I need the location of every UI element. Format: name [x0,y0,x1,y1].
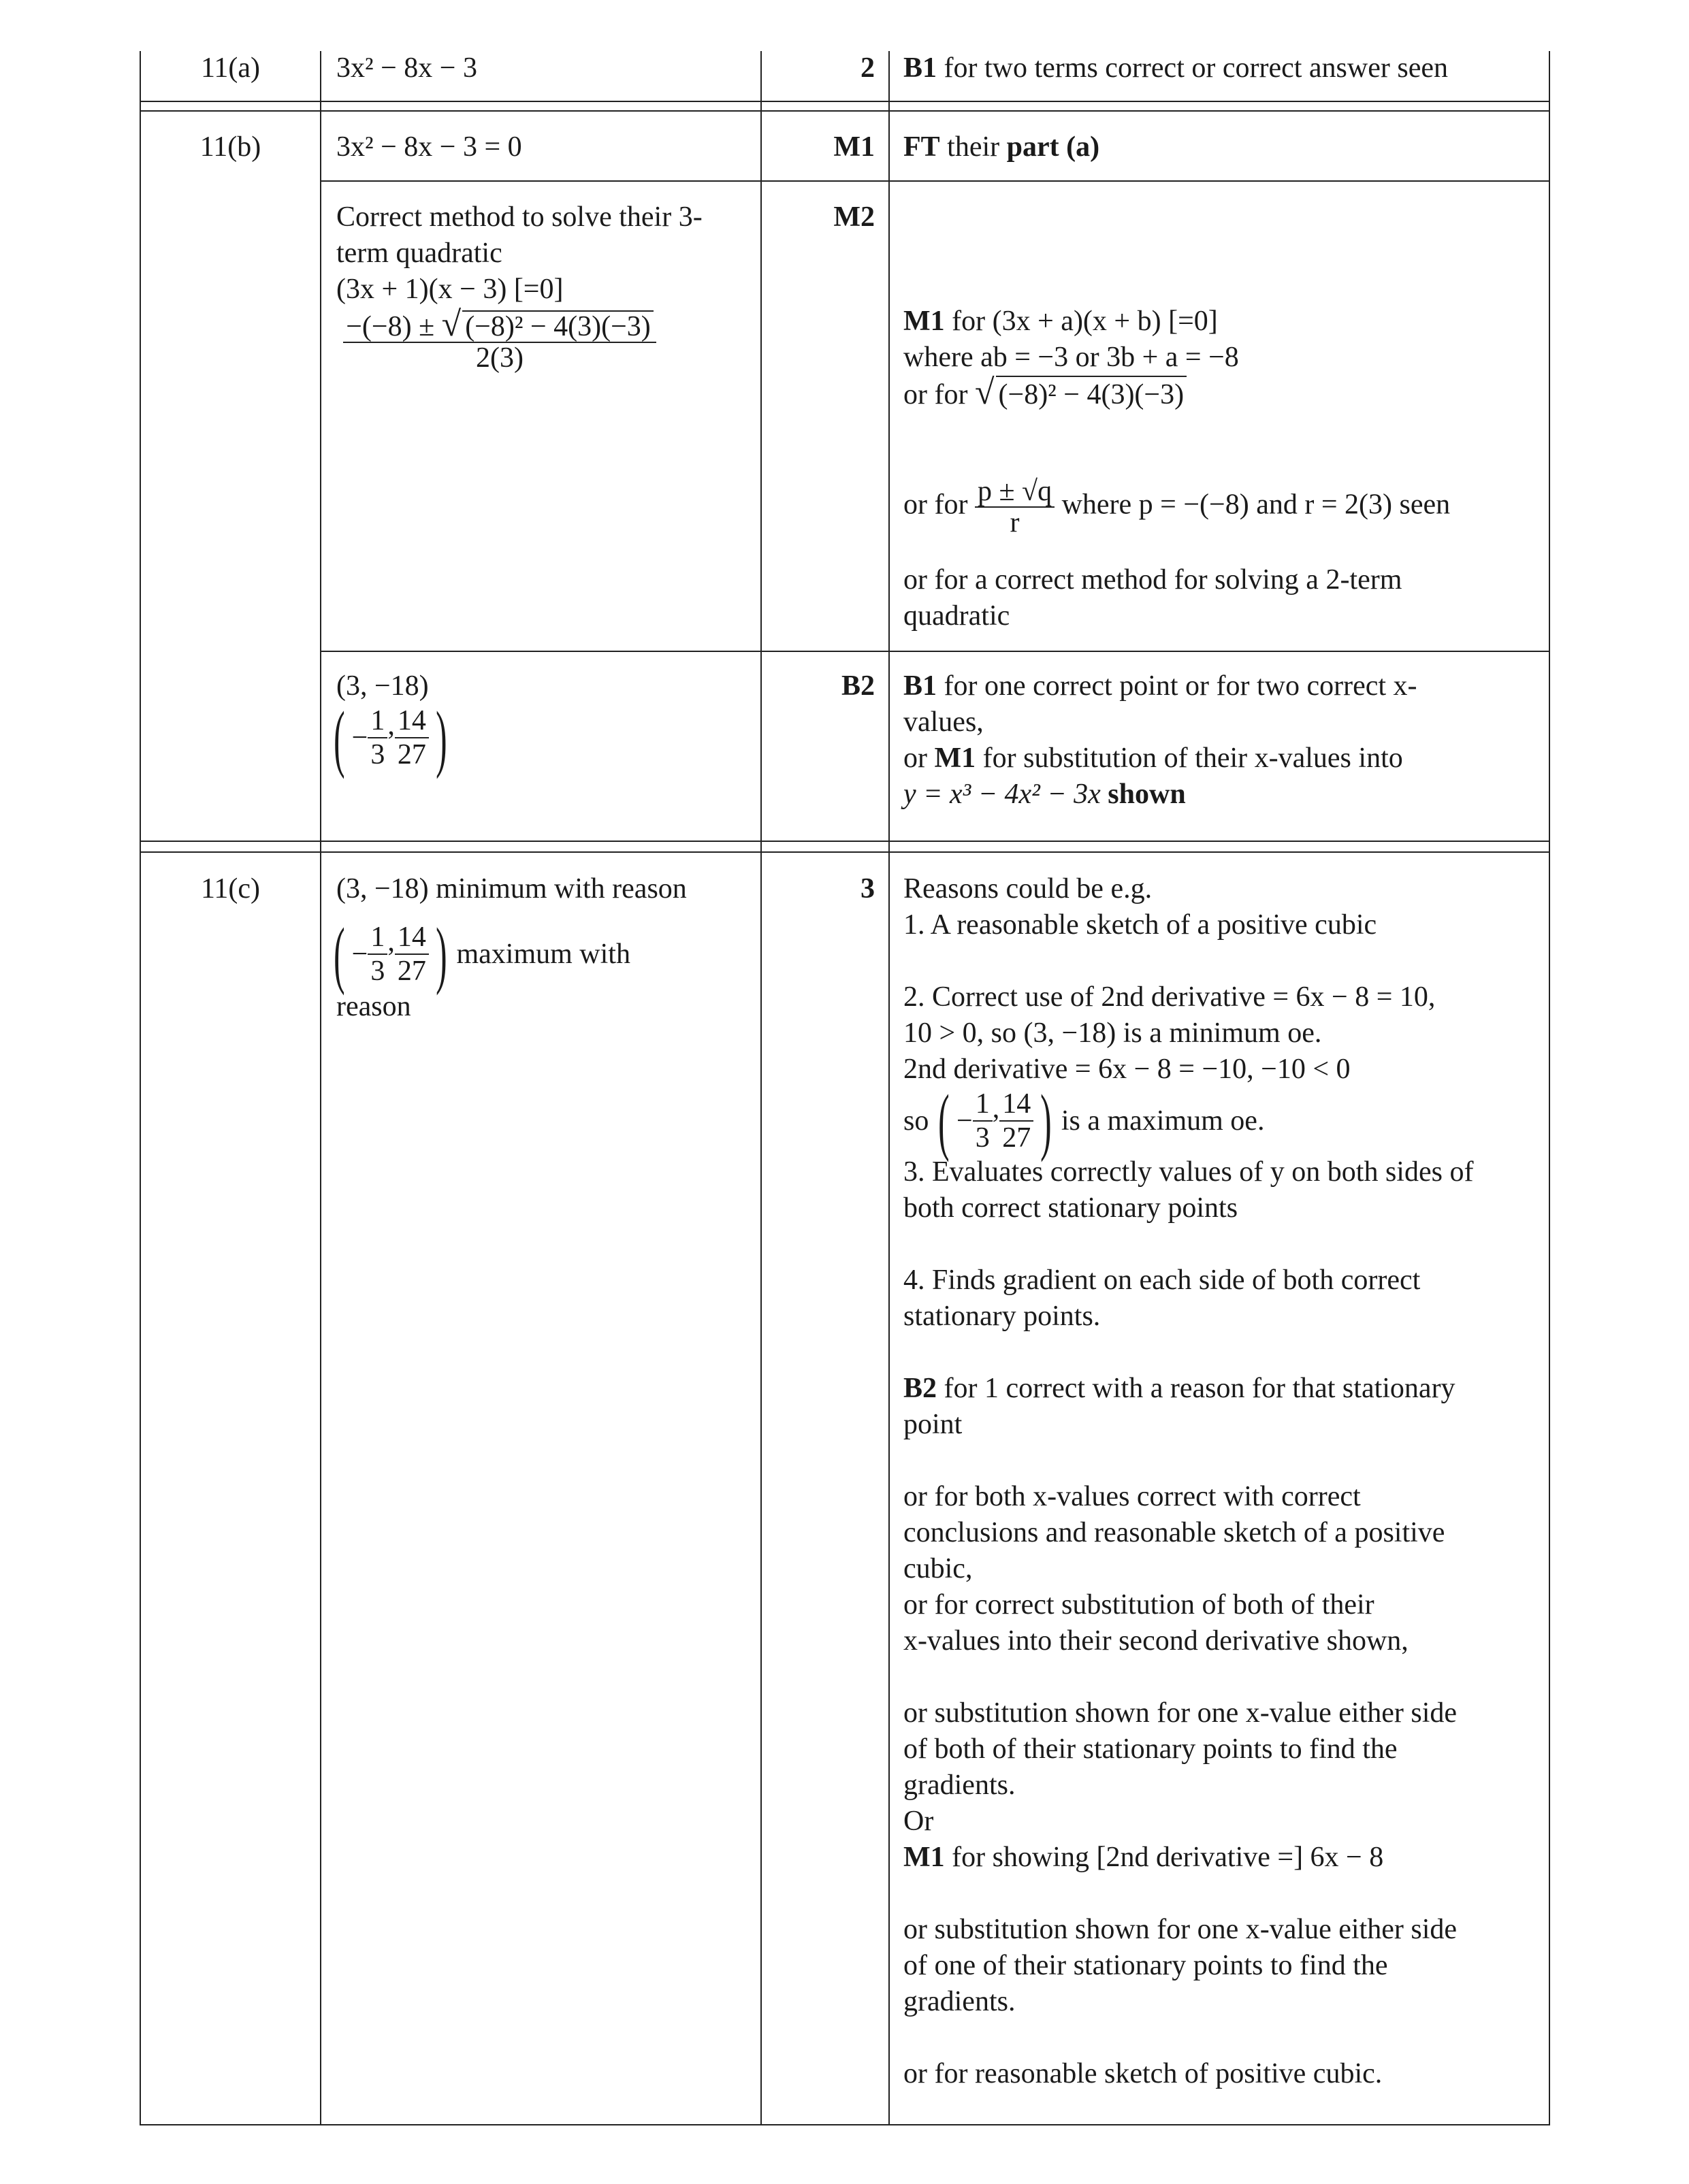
row-b-points-answer: (3, −18) ( − $\frac{1}{3}$ , $\frac{14}{27}$ ) [336,668,453,772]
row-a-answer: 3x² − 8x − 3 [336,52,477,84]
row-a-marks: 2 [860,52,875,84]
row-c-label: 11(c) [200,873,261,904]
row-c-guidance: Reasons could be e.g. 1. A reasonable sketch of a positive cubic 2. Correct use of 2nd derivative = 6x − 8 = 10, 10 > 0, so (3, −18) is a minimum oe. 2nd derivative = 6x − 8 = −10, −10 < 0 so ( − $\frac{1}{3}$ , $\frac{14}{27}$ ) is a maximum oe. 3. Evaluates correctly values of y on both sides of both correct stationary points 4. Finds gradient on each side of both correct stationary points. B2 for 1 correct with a reason for that stationary point or for both x-values correct with correct conclusions and reasonable sketch of a positive cubic, or for correct substitution of both of their x-values into their second derivative shown, or substitution shown for one x-value either side of both of their stationary points to find the gradients. Or M1 for showing [2nd derivative =] 6x − 8 or substitution shown for one x-value either side of one of their stationary points to find the gradients. or for reasonable sketch of positive cubic. [903,873,1474,2089]
row-c-marks: 3 [860,873,875,904]
row-divider-b-bottom-2 [140,851,1550,853]
row-b-method-marks: M2 [833,201,875,233]
p-q-r-fraction: $\frac{p \pm √q}{r}$ [975,476,1055,538]
row-b-eq-guidance: FT their part (a) [903,131,1100,163]
row-b-frac-guidance: or for $\frac{p \pm √q}{r}$ where p = −(−8) and r = 2(3) seen [903,476,1451,538]
row-b-two-term-guidance: or for a correct method for solving a 2-term quadratic [903,564,1402,632]
row-a-label: 11(a) [200,52,261,84]
point-max: ( − $\frac{1}{3}$ , $\frac{14}{27}$ ) [334,696,447,779]
row-b-label: 11(b) [199,131,261,163]
row-c-answer: (3, −18) minimum with reason ( − $\frac{1}{3}$ , $\frac{14}{27}$ ) maximum with reason [336,871,687,1025]
quadratic-formula: $\frac{\text{−(−8) ± √ (−8)² − 4(3)(−3)}}{2(3)}$ [336,310,663,373]
row-b-points-marks: B2 [841,670,875,702]
col-divider-2 [760,51,762,2125]
table-border-right [1549,51,1550,2125]
col-divider-3 [888,51,890,2125]
row-c-so-max: so ( − $\frac{1}{3}$ , $\frac{14}{27}$ ) is a maximum oe. [903,1079,1265,1162]
row-a-guidance: B1 for two terms correct or correct answer seen [903,52,1448,84]
row-divider-b-bottom-1 [140,841,1550,842]
row-b-points-guidance: B1 for one correct point or for two correct x- values, or M1 for substitution of their x-values into y = x³ − 4x² − 3x shown [903,670,1417,810]
col-divider-1 [320,51,321,2125]
row-divider-b-1 [320,180,1550,182]
table-border-bottom [140,2124,1550,2125]
row-divider-b-2 [320,651,1550,652]
row-divider-a-bottom [140,110,1550,112]
row-divider-a-top [140,101,1550,102]
row-b-eq-marks: M1 [833,131,875,163]
row-b-method-guidance: M1 for (3x + a)(x + b) [=0] where ab = −3 or 3b + a = −8 or for √ (−8)² − 4(3)(−3) [903,306,1239,412]
row-b-method-answer: Correct method to solve their 3- term quadratic (3x + 1)(x − 3) [=0] $\frac{\text{−(−8) ± √ (−8)² − 4(3)(−3)}}{2(3)}$ [336,201,703,374]
table-border-left [140,51,141,2125]
row-b-eq-answer: 3x² − 8x − 3 = 0 [336,131,522,163]
row-c-max-point: ( − $\frac{1}{3}$ , $\frac{14}{27}$ ) maximum with [334,913,630,996]
